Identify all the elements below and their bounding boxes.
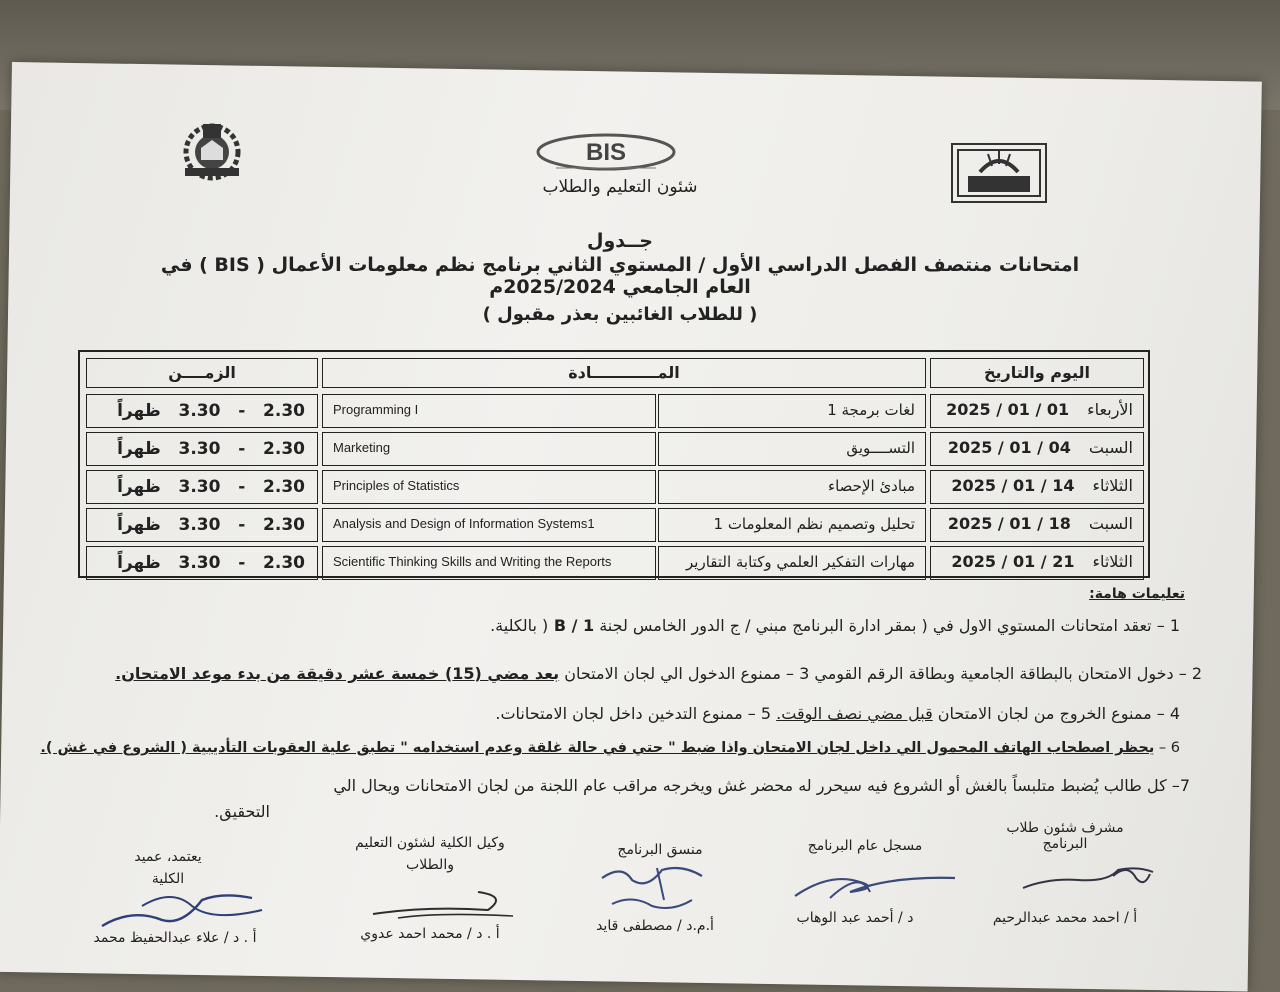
document-subtitle: امتحانات منتصف الفصل الدراسي الأول / المستوي الثاني برنامج نظم معلومات الأعمال ( BIS ) في العام الجامعي 2025/2024م [160,254,1080,298]
subject-ar-cell: تحليل وتصميم نظم المعلومات 1 [658,508,926,542]
signature-title-3: منسق البرنامج [617,842,703,858]
header-subject: المــــــــــــادة [322,358,926,388]
time-cell: 2.30 - 3.30 ظهراً [86,546,318,580]
date-cell [930,394,1144,428]
instruction-4-text: 4 – ممنوع الخروج من لجان الامتحان [932,704,1180,723]
time-cell: 2.30 - 3.30 ظهراً [86,432,318,466]
signature-name-4: أ . د / محمد احمد عدوي [360,926,500,942]
subject-en-cell: Marketing [322,432,656,466]
instruction-2 [115,664,1202,683]
bis-logo [536,132,676,174]
date-cell [930,470,1144,504]
date-cell [930,508,1144,542]
date-cell [930,432,1144,466]
department-name: شئون التعليم والطلاب [542,177,698,197]
date-value: 2025 / 01 / 14 [951,476,1075,495]
subject-en-cell: Principles of Statistics [322,470,656,504]
instruction-1-text: 1 – تعقد امتحانات المستوي الاول في ( بمقر ادارة البرنامج مبني / ج الدور الخامس لجنة [594,616,1180,635]
day-label: السبت [1088,438,1133,457]
subject-en-cell: Analysis and Design of Information Systems1 [322,508,656,542]
document-title: جــدول [587,230,653,252]
subject-ar-cell: التســــويق [658,432,926,466]
date-value: 2025 / 01 / 04 [947,438,1071,457]
instruction-7 [333,776,1190,795]
university-logo [950,142,1048,204]
date-value: 2025 / 01 / 18 [947,514,1071,533]
instruction-4 [495,704,1180,723]
instruction-7-cont [214,802,270,821]
day-label: الثلاثاء [1092,476,1133,495]
day-label: الثلاثاء [1092,552,1133,571]
instruction-4-underlined: قبل مضي نصف الوقت. [776,704,933,723]
instruction-6-bold: يحظر اصطحاب الهاتف المحمول الي داخل لجان الامتحان واذا ضبط " حتي في حالة غلقة وعدم استخدامه " تطبق علية العقوبات التأديبية ( الشروع في غش ). [40,740,1155,756]
time-cell: 2.30 - 3.30 ظهراً [86,470,318,504]
instruction-6-num: 6 – [1154,740,1180,756]
day-label: السبت [1088,514,1133,533]
instruction-1 [490,616,1180,635]
instruction-2-bold: بعد مضي (15) خمسة عشر دقيقة من بدء موعد الامتحان. [115,664,560,683]
signature-title-5: يعتمد، عميد الكلية [134,849,202,887]
subject-ar-cell: مهارات التفكير العلمي وكتابة التقارير [658,546,926,580]
faculty-gear-logo [165,118,260,182]
signature-scribble-5 [92,886,272,934]
date-cell [930,546,1144,580]
instruction-1-end: ( بالكلية. [490,616,549,635]
signature-scribble-1 [1018,858,1158,898]
subject-en-cell: Scientific Thinking Skills and Writing the Reports [322,546,656,580]
instruction-7-text: 7– كل طالب يُضبط متلبساً بالغش أو الشروع فيه سيحرر له محضر غش ويخرجه مراقب عام اللجنة من لجان الامتحانات ويحال الي [333,776,1190,795]
subject-en-cell: Programming I [322,394,656,428]
date-value: 2025 / 01 / 01 [946,400,1070,419]
signature-title-4: وكيل الكلية لشئون التعليم والطلاب [355,835,505,873]
day-label: الأربعاء [1087,400,1133,419]
instruction-1-room: B / 1 [548,616,595,635]
instruction-7-text-end: التحقيق. [214,802,270,821]
signature-name-3: أ.م.د / مصطفى قايد [596,918,714,934]
time-cell: 2.30 - 3.30 ظهراً [86,394,318,428]
instructions-title: تعليمات هامة: [1089,586,1185,602]
svg-text:BIS: BIS [585,139,627,166]
document-subtitle-note: ( للطلاب الغائبين بعذر مقبول ) [482,304,758,325]
exam-schedule-table [78,350,1150,578]
signature-name-2: د / أحمد عبد الوهاب [796,910,914,926]
header-time: الزمــــن [86,358,318,388]
header-date: اليوم والتاريخ [930,358,1144,388]
signature-title-2: مسجل عام البرنامج [807,838,923,854]
instruction-6 [40,740,1180,756]
date-value: 2025 / 01 / 21 [951,552,1075,571]
signature-scribble-3 [592,860,722,916]
subject-ar-cell: لغات برمجة 1 [658,394,926,428]
signature-scribble-4 [368,886,518,926]
signature-name-1: أ / احمد محمد عبدالرحيم [992,910,1138,926]
time-cell: 2.30 - 3.30 ظهراً [86,508,318,542]
subject-ar-cell: مبادئ الإحصاء [658,470,926,504]
signature-title-1: مشرف شئون طلاب البرنامج [1006,820,1124,852]
instruction-5-text: 5 – ممنوع التدخين داخل لجان الامتحانات. [495,704,777,723]
signature-scribble-2 [790,862,960,902]
instruction-2-text: 2 – دخول الامتحان بالبطاقة الجامعية وبطاقة الرقم القومي 3 – ممنوع الدخول الي لجان الامتحان [559,664,1202,683]
signature-name-5: أ . د / علاء عبدالحفيظ محمد [93,930,257,946]
